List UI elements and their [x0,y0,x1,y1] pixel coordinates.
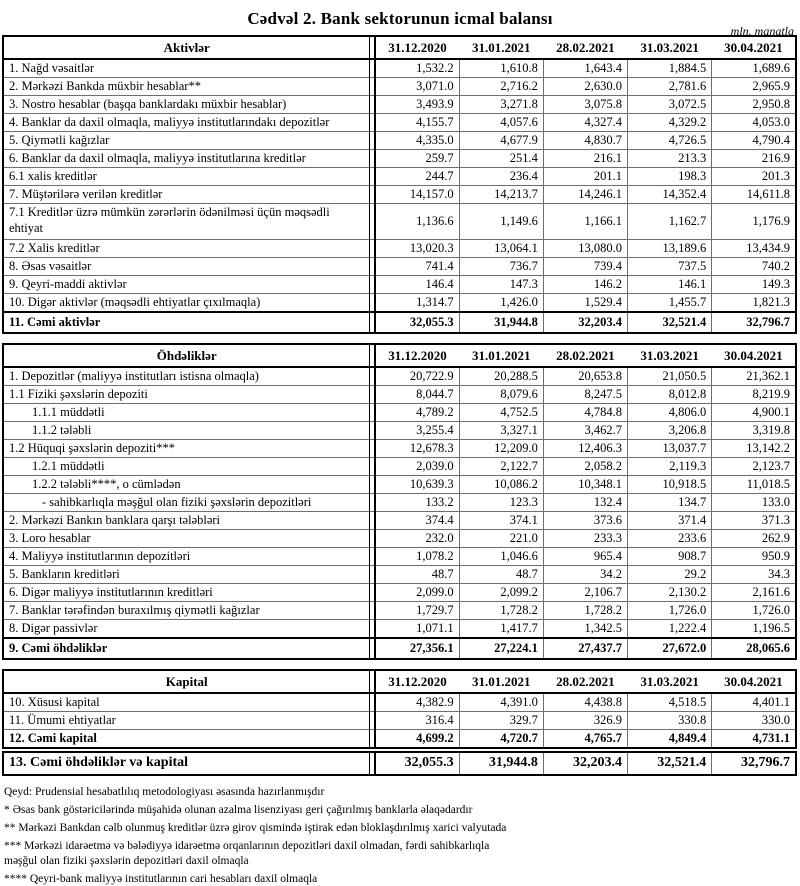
value-cell: 329.7 [459,712,543,730]
value-cell: 2,119.3 [628,458,712,476]
row-label: 10. Digər aktivlər (məqsədli ehtiyatlar çıxılmaqla) [3,294,370,313]
value-cell: 13,189.6 [628,240,712,258]
value-cell: 14,157.0 [375,186,459,204]
row-label: 1. Nağd vəsaitlər [3,59,370,78]
column-header-date: 30.04.2021 [712,36,796,59]
column-header-date: 30.04.2021 [712,670,796,693]
footnote: * Əsas bank göstəricilərində müşahidə olunan azalma lisenziyası geri çağırılmış banklarla əlaqədardır [4,804,473,816]
value-cell: 1,689.6 [712,59,796,78]
row-label: 11. Ümumi ehtiyatlar [3,712,370,730]
value-cell: 1,426.0 [459,294,543,313]
value-cell: 373.6 [543,512,627,530]
value-cell: 1,071.1 [375,620,459,639]
row-label: 11. Cəmi aktivlər [3,312,370,333]
section-table-aktivler [2,35,797,334]
value-cell: 10,348.1 [543,476,627,494]
row-label: 1.1.1 müddətli [3,404,370,422]
value-cell: 2,950.8 [712,96,796,114]
value-cell: 4,438.8 [543,693,627,712]
row-label: 7. Müştərilərə verilən kreditlər [3,186,370,204]
value-cell: 2,161.6 [712,584,796,602]
table-row [3,186,796,204]
value-cell: 2,781.6 [628,78,712,96]
value-cell: 48.7 [375,566,459,584]
column-header-date: 31.01.2021 [459,344,543,367]
value-cell: 4,784.8 [543,404,627,422]
value-cell: 2,106.7 [543,584,627,602]
value-cell: 10,918.5 [628,476,712,494]
value-cell: 1,176.9 [712,204,796,240]
value-cell: 13,020.3 [375,240,459,258]
value-cell: 21,362.1 [712,367,796,386]
footnote: **** Qeyri-bank maliyyə institutlarının cari hesabları daxil olmaqla [4,873,318,885]
table-row [3,240,796,258]
value-cell: 8,219.9 [712,386,796,404]
column-header-date: 31.12.2020 [375,344,459,367]
value-cell: 740.2 [712,258,796,276]
value-cell: 2,039.0 [375,458,459,476]
value-cell: 3,327.1 [459,422,543,440]
value-cell: 2,630.0 [543,78,627,96]
row-label: 5. Bankların kreditləri [3,566,370,584]
value-cell: 14,246.1 [543,186,627,204]
row-label: 2. Mərkəzi Bankda müxbir hesablar** [3,78,370,96]
value-cell: 1,046.6 [459,548,543,566]
table-row [3,458,796,476]
table-row [3,422,796,440]
value-cell: 32,055.3 [375,752,459,775]
value-cell: 32,203.4 [543,752,627,775]
value-cell: 4,790.4 [712,132,796,150]
value-cell: 374.1 [459,512,543,530]
value-cell: 244.7 [375,168,459,186]
value-cell: 316.4 [375,712,459,730]
value-cell: 32,055.3 [375,312,459,333]
value-cell: 3,493.9 [375,96,459,114]
value-cell: 326.9 [543,712,627,730]
value-cell: 20,288.5 [459,367,543,386]
column-header-date: 28.02.2021 [543,36,627,59]
table-row [3,78,796,96]
value-cell: 134.7 [628,494,712,512]
value-cell: 123.3 [459,494,543,512]
value-cell: 1,136.6 [375,204,459,240]
value-cell: 1,314.7 [375,294,459,313]
footnote: *** Mərkəzi idarəetmə və bələdiyyə idarəetmə orqanlarının depozitləri daxil olmadan, fərdi sahibkarlıqla [4,840,490,852]
value-cell: 11,018.5 [712,476,796,494]
header-row [3,670,796,693]
row-label: 3. Loro hesablar [3,530,370,548]
value-cell: 216.9 [712,150,796,168]
table-row [3,752,796,775]
value-cell: 31,944.8 [459,752,543,775]
table-row [3,132,796,150]
row-label: 1.2.2 tələbli****, o cümlədən [3,476,370,494]
section-table-kapital [2,669,797,749]
value-cell: 1,166.1 [543,204,627,240]
row-label: 9. Qeyri-maddi aktivlər [3,276,370,294]
column-header-date: 31.01.2021 [459,36,543,59]
value-cell: 198.3 [628,168,712,186]
value-cell: 27,437.7 [543,638,627,659]
table-row [3,730,796,749]
value-cell: 13,037.7 [628,440,712,458]
table-row [3,584,796,602]
table-row [3,530,796,548]
value-cell: 13,080.0 [543,240,627,258]
row-label: 9. Cəmi öhdəliklər [3,638,370,659]
value-cell: 232.0 [375,530,459,548]
value-cell: 32,521.4 [628,752,712,775]
table-row [3,59,796,78]
value-cell: 2,130.2 [628,584,712,602]
column-header-date: 28.02.2021 [543,344,627,367]
row-label: 1.1 Fiziki şəxslərin depoziti [3,386,370,404]
value-cell: 3,072.5 [628,96,712,114]
value-cell: 12,209.0 [459,440,543,458]
column-header-date: 31.01.2021 [459,670,543,693]
value-cell: 221.0 [459,530,543,548]
table-row [3,548,796,566]
value-cell: 3,255.4 [375,422,459,440]
value-cell: 330.0 [712,712,796,730]
section-header-ohdelikler: Öhdəliklər [3,344,370,367]
value-cell: 8,044.7 [375,386,459,404]
value-cell: 739.4 [543,258,627,276]
table-row [3,712,796,730]
row-label: 13. Cəmi öhdəliklər və kapital [3,752,370,775]
value-cell: 31,944.8 [459,312,543,333]
value-cell: 4,699.2 [375,730,459,749]
value-cell: 28,065.6 [712,638,796,659]
value-cell: 1,417.7 [459,620,543,639]
value-cell: 10,086.2 [459,476,543,494]
row-label: 6.1 xalis kreditlər [3,168,370,186]
value-cell: 146.2 [543,276,627,294]
value-cell: 1,078.2 [375,548,459,566]
value-cell: 1,196.5 [712,620,796,639]
value-cell: 1,726.0 [628,602,712,620]
value-cell: 371.4 [628,512,712,530]
value-cell: 251.4 [459,150,543,168]
value-cell: 2,099.2 [459,584,543,602]
value-cell: 4,329.2 [628,114,712,132]
value-cell: 4,789.2 [375,404,459,422]
column-header-date: 31.03.2021 [628,344,712,367]
value-cell: 8,012.8 [628,386,712,404]
value-cell: 32,521.4 [628,312,712,333]
value-cell: 4,391.0 [459,693,543,712]
header-row [3,344,796,367]
value-cell: 2,123.7 [712,458,796,476]
unit-label: mln. manatla [730,24,794,38]
value-cell: 737.5 [628,258,712,276]
column-header-date: 30.04.2021 [712,344,796,367]
table-row [3,566,796,584]
value-cell: 374.4 [375,512,459,530]
value-cell: 14,611.8 [712,186,796,204]
row-label: 1.2 Hüquqi şəxslərin depoziti*** [3,440,370,458]
value-cell: 29.2 [628,566,712,584]
column-header-date: 28.02.2021 [543,670,627,693]
value-cell: 216.1 [543,150,627,168]
value-cell: 132.4 [543,494,627,512]
value-cell: 4,731.1 [712,730,796,749]
row-label: 7. Banklar tərəfindən buraxılmış qiymətli kağızlar [3,602,370,620]
row-label: 3. Nostro hesablar (başqa banklardakı müxbir hesablar) [3,96,370,114]
value-cell: 201.1 [543,168,627,186]
value-cell: 20,653.8 [543,367,627,386]
value-cell: 8,247.5 [543,386,627,404]
balance-tables [0,35,800,776]
row-label: 6. Digər maliyyə institutlarının kreditləri [3,584,370,602]
value-cell: 2,122.7 [459,458,543,476]
table-row [3,638,796,659]
page-title: Cədvəl 2. Bank sektorunun icmal balansı [247,9,553,28]
value-cell: 27,224.1 [459,638,543,659]
value-cell: 4,401.1 [712,693,796,712]
value-cell: 233.6 [628,530,712,548]
value-cell: 1,222.4 [628,620,712,639]
value-cell: 4,057.6 [459,114,543,132]
value-cell: 1,726.0 [712,602,796,620]
table-row [3,312,796,333]
table-row [3,168,796,186]
value-cell: 1,884.5 [628,59,712,78]
value-cell: 146.1 [628,276,712,294]
value-cell: 1,728.2 [459,602,543,620]
row-label: 1.1.2 tələbli [3,422,370,440]
value-cell: 1,643.4 [543,59,627,78]
value-cell: 371.3 [712,512,796,530]
value-cell: 12,678.3 [375,440,459,458]
footnote: ** Mərkəzi Bankdan cəlb olunmuş kreditlər üzrə girov qismində iştirak edən bloklaşdırılmış xarici valyutada [4,822,507,834]
table-row [3,602,796,620]
row-label: 4. Banklar da daxil olmaqla, maliyyə institutlarındakı depozitlər [3,114,370,132]
value-cell: 34.3 [712,566,796,584]
section-header-kapital: Kapital [3,670,370,693]
table-row [3,386,796,404]
value-cell: 4,053.0 [712,114,796,132]
value-cell: 149.3 [712,276,796,294]
value-cell: 4,830.7 [543,132,627,150]
value-cell: 27,356.1 [375,638,459,659]
value-cell: 3,271.8 [459,96,543,114]
row-label: 7.2 Xalis kreditlər [3,240,370,258]
table-row [3,150,796,168]
table-row [3,693,796,712]
value-cell: 3,071.0 [375,78,459,96]
value-cell: 908.7 [628,548,712,566]
value-cell: 21,050.5 [628,367,712,386]
value-cell: 48.7 [459,566,543,584]
row-label: 10. Xüsusi kapital [3,693,370,712]
row-label: - sahibkarlıqla məşğul olan fiziki şəxslərin depozitləri [3,494,370,512]
footnote: məşğul olan fiziki şəxslərin depozitləri daxil olmaqla [4,855,249,867]
value-cell: 3,075.8 [543,96,627,114]
value-cell: 3,206.8 [628,422,712,440]
value-cell: 4,155.7 [375,114,459,132]
value-cell: 13,064.1 [459,240,543,258]
value-cell: 4,806.0 [628,404,712,422]
row-label: 2. Mərkəzi Bankın banklara qarşı tələbləri [3,512,370,530]
table-row [3,440,796,458]
value-cell: 1,529.4 [543,294,627,313]
table-row [3,512,796,530]
row-label: 1.2.1 müddətli [3,458,370,476]
value-cell: 13,434.9 [712,240,796,258]
table-row [3,476,796,494]
value-cell: 14,213.7 [459,186,543,204]
table-row [3,367,796,386]
table-row [3,96,796,114]
row-label: 12. Cəmi kapital [3,730,370,749]
table-row [3,114,796,132]
section-table-ohdelikler [2,343,797,660]
column-header-date: 31.12.2020 [375,36,459,59]
value-cell: 965.4 [543,548,627,566]
value-cell: 233.3 [543,530,627,548]
table-row [3,620,796,639]
value-cell: 147.3 [459,276,543,294]
value-cell: 13,142.2 [712,440,796,458]
value-cell: 4,765.7 [543,730,627,749]
value-cell: 736.7 [459,258,543,276]
column-header-date: 31.03.2021 [628,670,712,693]
value-cell: 236.4 [459,168,543,186]
table-row [3,294,796,313]
value-cell: 4,849.4 [628,730,712,749]
value-cell: 1,149.6 [459,204,543,240]
value-cell: 133.2 [375,494,459,512]
value-cell: 4,382.9 [375,693,459,712]
value-cell: 3,462.7 [543,422,627,440]
table-row [3,404,796,422]
value-cell: 34.2 [543,566,627,584]
value-cell: 32,796.7 [712,752,796,775]
value-cell: 1,532.2 [375,59,459,78]
value-cell: 1,728.2 [543,602,627,620]
value-cell: 32,203.4 [543,312,627,333]
value-cell: 1,729.7 [375,602,459,620]
column-header-date: 31.03.2021 [628,36,712,59]
value-cell: 3,319.8 [712,422,796,440]
row-label: 8. Əsas vəsaitlər [3,258,370,276]
value-cell: 27,672.0 [628,638,712,659]
row-label: 5. Qiymətli kağızlar [3,132,370,150]
value-cell: 2,716.2 [459,78,543,96]
section-header-aktivler: Aktivlər [3,36,370,59]
column-header-date: 31.12.2020 [375,670,459,693]
table-row [3,276,796,294]
value-cell: 4,726.5 [628,132,712,150]
value-cell: 133.0 [712,494,796,512]
value-cell: 950.9 [712,548,796,566]
value-cell: 10,639.3 [375,476,459,494]
header-row [3,36,796,59]
value-cell: 262.9 [712,530,796,548]
value-cell: 2,965.9 [712,78,796,96]
value-cell: 20,722.9 [375,367,459,386]
value-cell: 4,900.1 [712,404,796,422]
value-cell: 4,327.4 [543,114,627,132]
footnotes [4,785,800,886]
value-cell: 741.4 [375,258,459,276]
value-cell: 2,099.0 [375,584,459,602]
row-label: 4. Maliyyə institutlarının depozitləri [3,548,370,566]
value-cell: 2,058.2 [543,458,627,476]
value-cell: 1,455.7 [628,294,712,313]
value-cell: 32,796.7 [712,312,796,333]
value-cell: 259.7 [375,150,459,168]
value-cell: 146.4 [375,276,459,294]
value-cell: 213.3 [628,150,712,168]
value-cell: 1,610.8 [459,59,543,78]
value-cell: 1,821.3 [712,294,796,313]
value-cell: 4,335.0 [375,132,459,150]
row-label: 6. Banklar da daxil olmaqla, maliyyə institutlarına kreditlər [3,150,370,168]
value-cell: 8,079.6 [459,386,543,404]
value-cell: 4,518.5 [628,693,712,712]
table-row [3,494,796,512]
table-row [3,258,796,276]
value-cell: 4,720.7 [459,730,543,749]
footnote: Qeyd: Prudensial hesabatlılıq metodologiyası əsasında hazırlanmışdır [4,786,325,798]
value-cell: 330.8 [628,712,712,730]
value-cell: 14,352.4 [628,186,712,204]
value-cell: 12,406.3 [543,440,627,458]
value-cell: 4,752.5 [459,404,543,422]
row-label: 7.1 Kreditlər üzrə mümkün zərərlərin ödənilməsi üçün məqsədli ehtiyat [3,204,370,240]
grand-total-table [2,751,797,776]
table-row [3,204,796,240]
row-label: 8. Digər passivlər [3,620,370,639]
value-cell: 4,677.9 [459,132,543,150]
value-cell: 201.3 [712,168,796,186]
row-label: 1. Depozitlər (maliyyə institutları istisna olmaqla) [3,367,370,386]
value-cell: 1,162.7 [628,204,712,240]
value-cell: 1,342.5 [543,620,627,639]
